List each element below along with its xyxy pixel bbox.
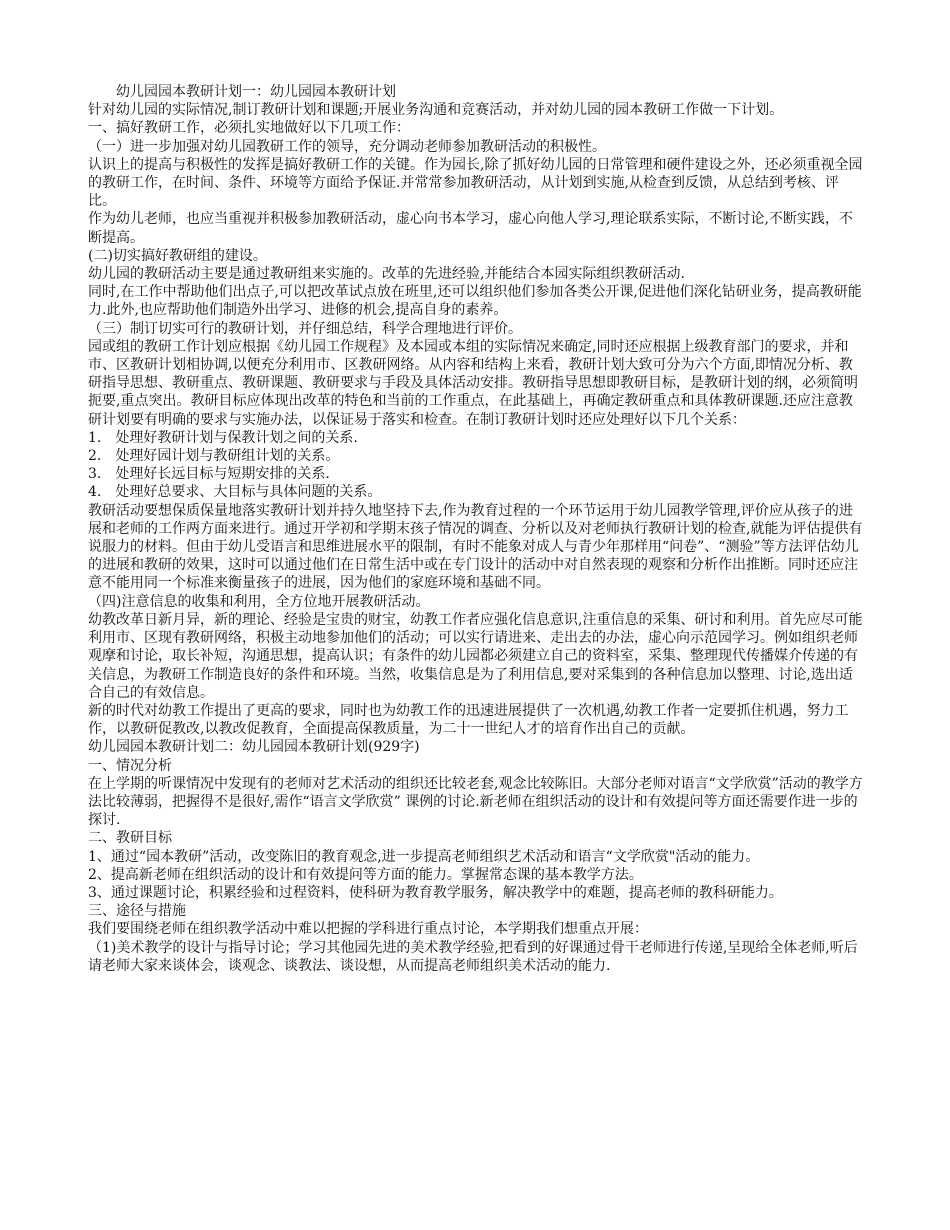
paragraph: 幼儿园的教研活动主要是通过教研组来实施的。改革的先进经验,并能结合本园实际组织教研活动.	[88, 266, 685, 283]
paragraph: 针对幼儿园的实际情况,制订教研计划和课题;开展业务沟通和竞赛活动，并对幼儿园的园本教研工作做一下计划。	[88, 102, 784, 119]
paragraph: 幼教改革日新月异，新的理论、经验是宝贵的财宝，幼教工作者应强化信息意识,注重信息的采集、研讨和利用。首先应尽可能利用市、区现有教研网络，积极主动地参加他们的活动；可以实行请进来、走出去的办法，虚心向示范园学习。例如组织老师观摩和讨论，取长补短，沟通思想，提高认识；有条件的幼儿园都必须建立自己的资料室，采集、整理现代传播媒介传递的有关信息，为教研工作制造良好的条件和环境。当然，收集信息是为了利用信息,要对采集到的各种信息加以整理、讨论,选出适合自己的有效信息。	[88, 611, 863, 701]
document-body	[88, 101, 864, 975]
subsection-heading: (二)切实搞好教研组的建设。	[88, 247, 267, 264]
paragraph: 园或组的教研工作计划应根据《幼儿园工作规程》及本园或本组的实际情况来确定,同时还应根据上级教育部门的要求，并和市、区教研计划相协调,以便充分利用市、区教研网络。从内容和结构上来看，教研计划大致可分为六个方面,即情况分析、教研指导思想、教研重点、教研课题、教研要求与手段及具体活动安排。教研指导思想即教研目标，是教研计划的纲，必须简明扼要,重点突出。教研目标应体现出改革的特色和当前的工作重点，在此基础上，再确定教研重点和具体教研课题.还应注意教研计划要有明确的要求与实施办法，以保证易于落实和检查。在制订教研计划时还应处理好以下几个关系：	[88, 338, 858, 428]
list-item: 3、通过课题讨论，积累经验和过程资料，使科研为教育教学服务，解决教学中的难题，提高老师的教科研能力。	[88, 884, 783, 901]
subsection-heading: （四)注意信息的收集和利用，全方位地开展教研活动。	[88, 593, 430, 610]
paragraph: 作为幼儿老师，也应当重视并积极参加教研活动，虚心向书本学习，虚心向他人学习,理论联系实际，不断讨论,不断实践，不断提高。	[88, 211, 853, 246]
paragraph: （1)美术教学的设计与指导讨论；学习其他园先进的美术教学经验,把看到的好课通过骨干老师进行传递,呈现给全体老师,听后请老师大家来谈体会，谈观念、谈教法、谈设想，从而提高老师组织美术活动的能力.	[88, 939, 858, 974]
section-heading: 二、教研目标	[88, 830, 172, 847]
part-title: 幼儿园园本教研计划二：幼儿园园本教研计划(929字)	[88, 739, 420, 756]
list-item: 2、提高新老师在组织活动的设计和有效提问等方面的能力。掌握常态课的基本教学方法。	[88, 866, 643, 883]
list-item: 1、通过“园本教研”活动，改变陈旧的教育观念,进一步提高老师组织艺术活动和语言“文学欣赏"活动的能力。	[88, 848, 760, 865]
section-heading: 三、途径与措施	[88, 903, 186, 920]
subsection-heading: （一）进一步加强对幼儿园教研工作的领导，充分调动老师参加教研活动的积极性。	[88, 138, 606, 155]
list-item: 2. 处理好园计划与教研组计划的关系。	[88, 448, 340, 465]
paragraph: 我们要围绕老师在组织教学活动中难以把握的学科进行重点讨论，本学期我们想重点开展：	[88, 921, 648, 938]
list-item: 1. 处理好教研计划与保教计划之间的关系.	[88, 429, 358, 446]
list-item: 3. 处理好长远目标与短期安排的关系.	[88, 466, 330, 483]
section-heading: 一、搞好教研工作，必须扎实地做好以下几项工作：	[88, 120, 410, 137]
document-title: 幼儿园园本教研计划一：幼儿园园本教研计划	[116, 84, 396, 100]
subsection-heading: （三）制订切实可行的教研计划，并仔细总结，科学合理地进行评价。	[88, 320, 522, 337]
paragraph: 新的时代对幼教工作提出了更高的要求，同时也为幼教工作的迅速进展提供了一次机遇,幼教工作者一定要抓住机遇，努力工作，以教研促教改,以教改促教育，全面提高保教质量，为二十一世纪人才的培育作出自己的贡献。	[88, 702, 849, 738]
paragraph: 同时,在工作中帮助他们出点子,可以把改革试点放在班里,还可以组织他们参加各类公开课,促进他们深化钻研业务，提高教研能力.此外,也应帮助他们制造外出学习、进修的机会,提高自身的素养。	[88, 284, 862, 319]
paragraph: 认识上的提高与积极性的发挥是搞好教研工作的关键。作为园长,除了抓好幼儿园的日常管理和硬件建设之外，还必须重视全园的教研工作，在时间、条件、环境等方面给予保证.并常常参加教研活动，从计划到实施,从检查到反馈，从总结到考核、评比。	[88, 156, 863, 210]
paragraph: 在上学期的听课情况中发现有的老师对艺术活动的组织还比较老套,观念比较陈旧。大部分老师对语言“文学欣赏”活动的教学方法比较薄弱，把握得不是很好,需作“语言文学欣赏” 课例的讨论.新老师在组织活动的设计和有效提问等方面还需要作进一步的探讨.	[88, 775, 863, 829]
paragraph: 教研活动要想保质保量地落实教研计划并持久地坚持下去,作为教育过程的一个环节运用于幼儿园教学管理,评价应从孩子的进展和老师的工作两方面来进行。通过开学初和学期末孩子情况的调查、分析以及对老师执行教研计划的检查,就能为评估提供有说服力的材料。但由于幼儿受语言和思维进展水平的限制，有时不能象对成人与青少年那样用“问卷”、“测验”等方法评估幼儿的进展和教研的效果，这时可以通过他们在日常生活中或在专门设计的活动中对自然表现的观察和分析作出推断。同时还应注意不能用同一个标准来衡量孩子的进展，因为他们的家庭环境和基础不同。	[88, 502, 863, 592]
list-item: 4. 处理好总要求、大目标与具体问题的关系。	[88, 484, 382, 501]
section-heading: 一、情况分析	[88, 757, 172, 774]
